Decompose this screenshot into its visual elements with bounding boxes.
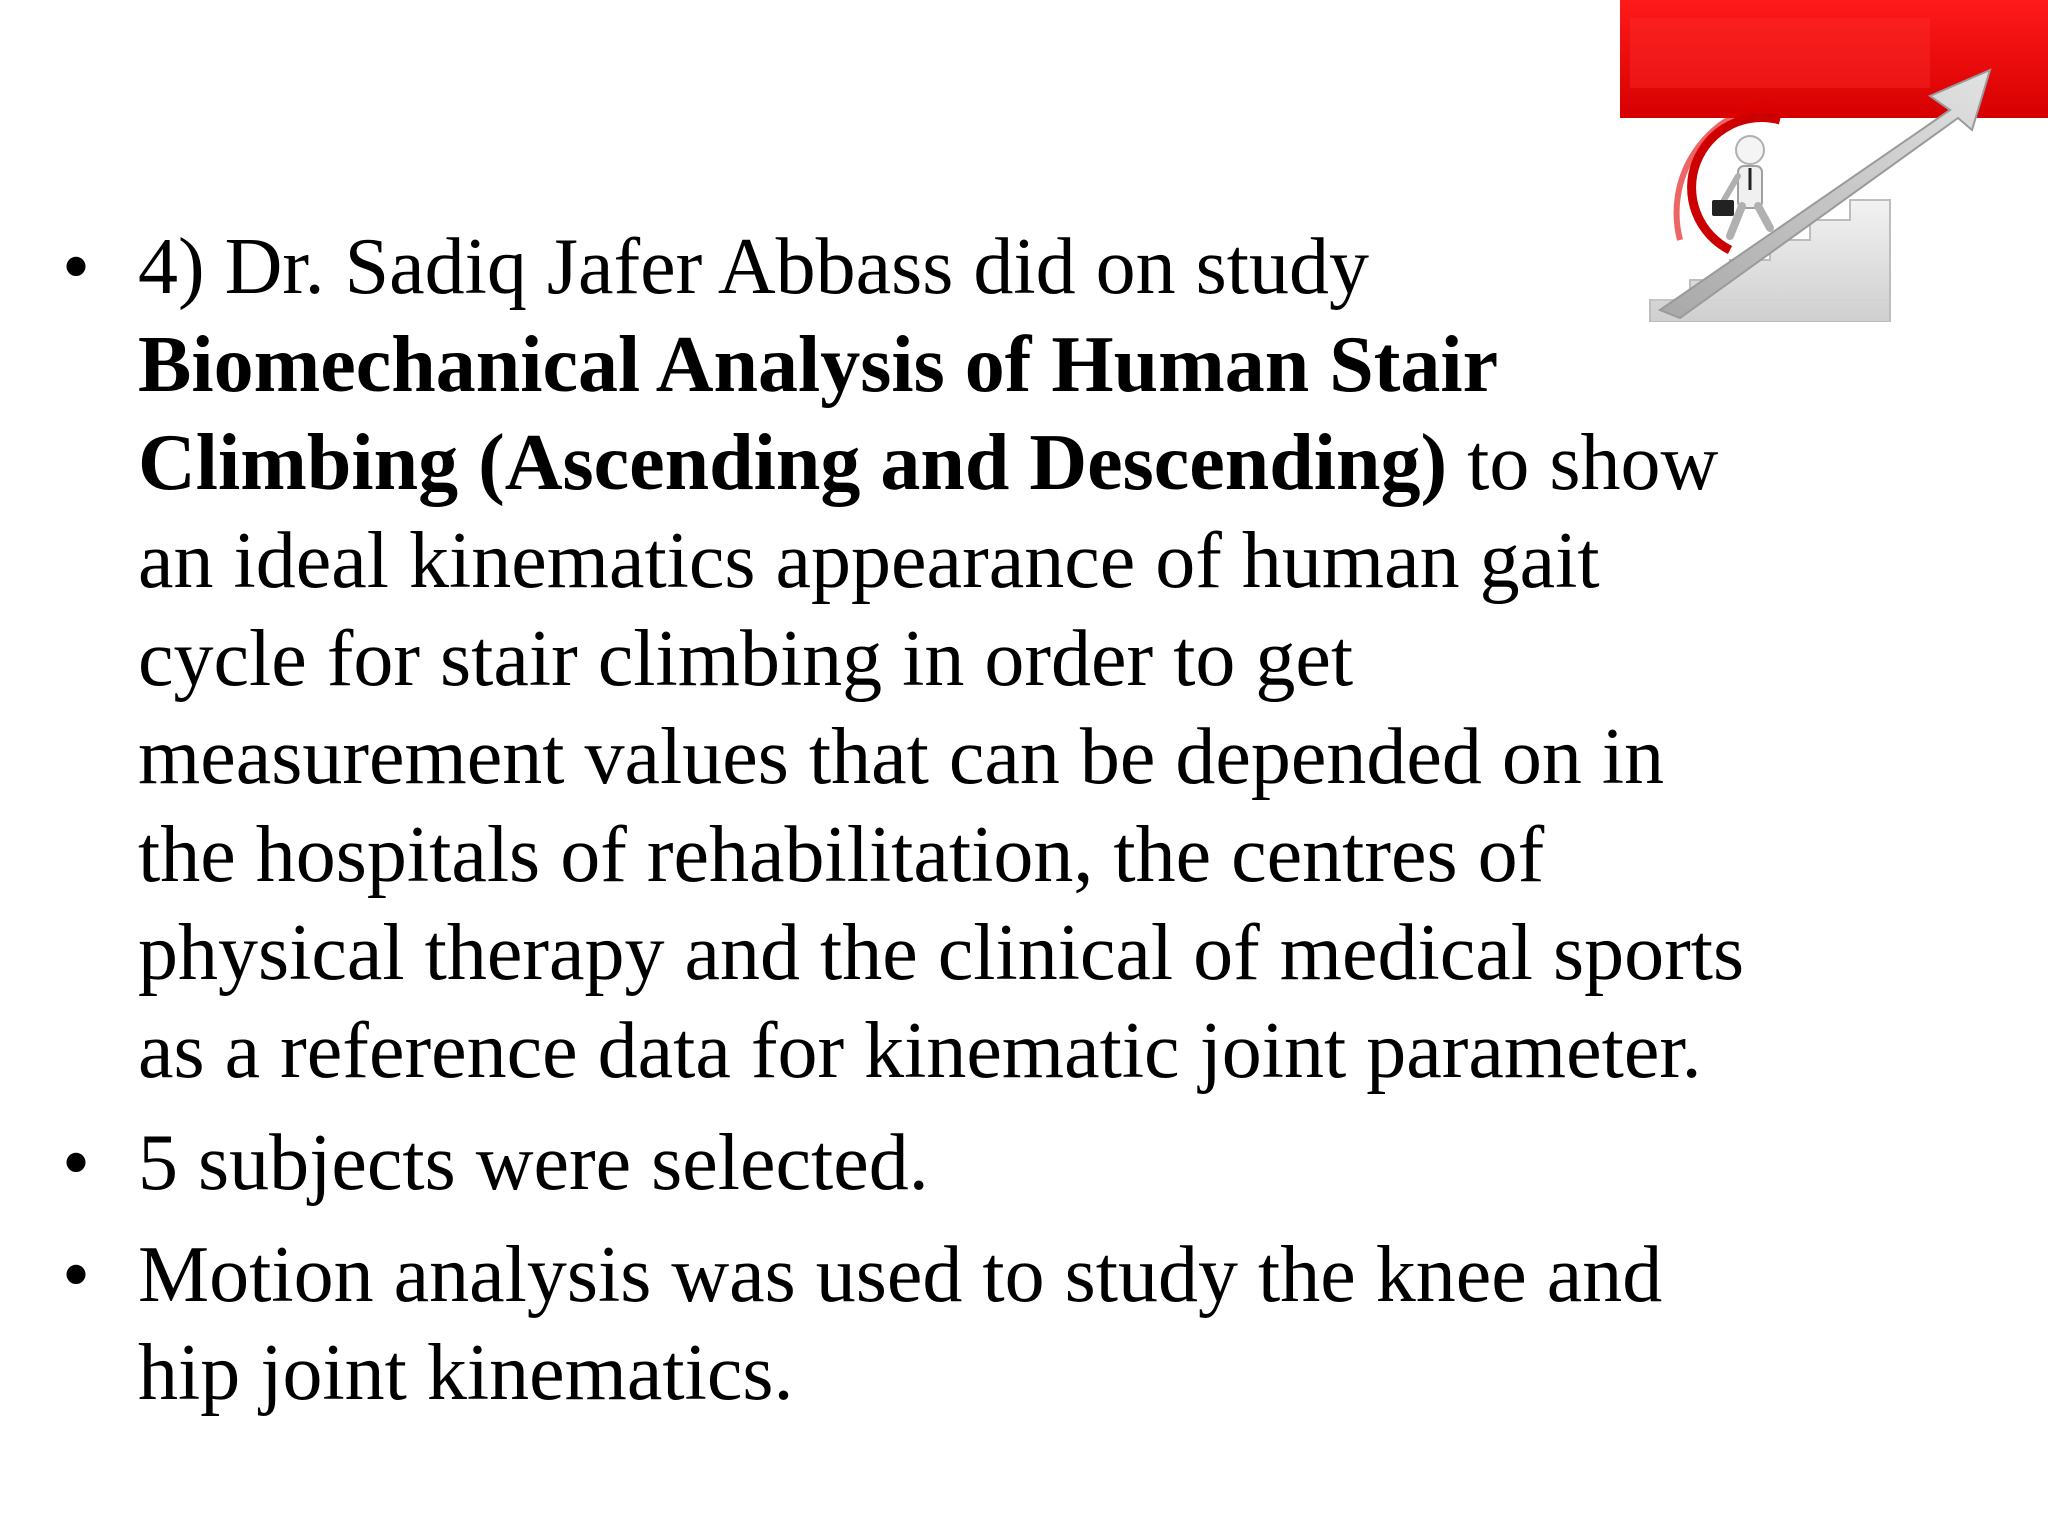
bullet-line — [138, 1114, 2010, 1212]
bullet-text: 5 subjects were selected. — [138, 1119, 929, 1207]
bullet-text: measurement values that can be depended on in — [138, 713, 1665, 801]
bullet-text: Motion analysis was used to study the knee and — [138, 1231, 1663, 1319]
bullet-line — [138, 512, 2010, 610]
bullet-line — [138, 316, 2010, 414]
bullet-line — [138, 414, 2010, 512]
bullet-text: as a reference data for kinematic joint parameter. — [138, 1007, 1702, 1095]
bullet-line — [138, 806, 2010, 904]
bullet-marker: • — [61, 1231, 90, 1319]
bold-text: Climbing (Ascending and Descending) — [138, 419, 1448, 507]
bullet-text: the hospitals of rehabilitation, the centres of — [138, 811, 1545, 899]
bullet-text: cycle for stair climbing in order to get — [138, 615, 1354, 703]
bullet-item — [50, 1114, 2010, 1212]
bullet-line — [138, 1226, 2010, 1324]
bullet-line — [138, 1324, 2010, 1422]
bullet-line — [138, 218, 2010, 316]
bullet-line — [138, 610, 2010, 708]
bullet-item — [50, 1226, 2010, 1422]
bullet-text: physical therapy and the clinical of medical sports — [138, 909, 1745, 997]
bullet-list — [50, 218, 2010, 1436]
bullet-text: an ideal kinematics appearance of human gait — [138, 517, 1600, 605]
bullet-item — [50, 218, 2010, 1100]
bullet-line — [138, 1002, 2010, 1100]
bold-text: Biomechanical Analysis of Human Stair — [138, 321, 1499, 409]
bullet-marker: • — [61, 1119, 90, 1207]
bullet-line — [138, 708, 2010, 806]
bullet-text: 4) Dr. Sadiq Jafer Abbass did on study — [138, 223, 1370, 311]
bullet-text: to show — [1447, 419, 1719, 507]
bullet-marker: • — [61, 223, 90, 311]
bullet-line — [138, 904, 2010, 1002]
bullet-text: hip joint kinematics. — [138, 1329, 794, 1417]
